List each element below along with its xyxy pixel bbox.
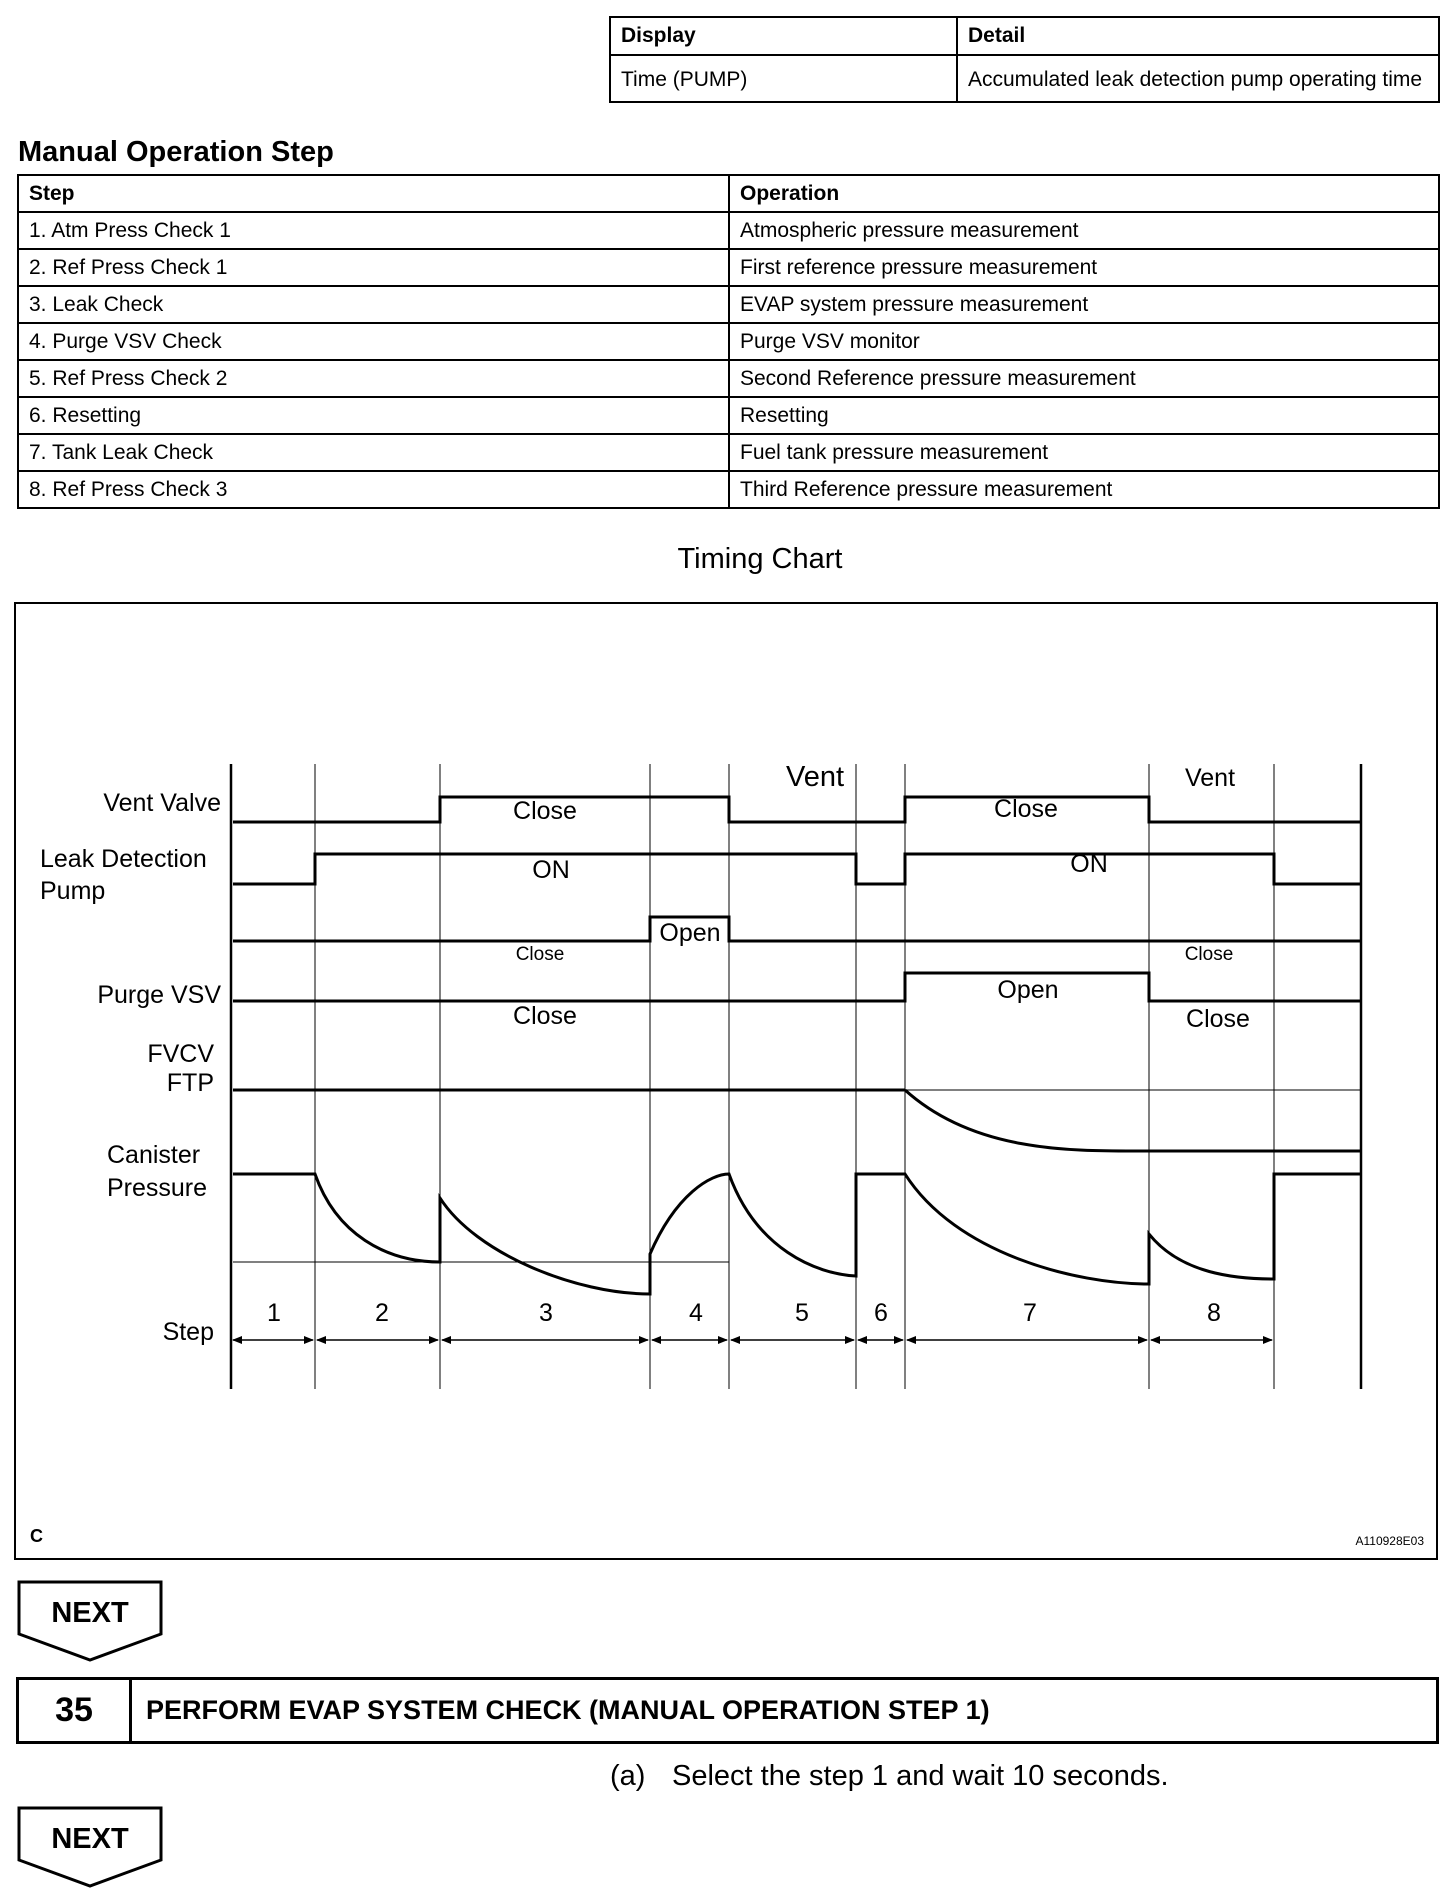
label-pump: Pump <box>40 877 106 905</box>
instruction-text: Select the step 1 and wait 10 seconds. <box>672 1760 1169 1792</box>
table-cell: 8. Ref Press Check 3 <box>18 471 729 508</box>
table-cell: Second Reference pressure measurement <box>729 360 1439 397</box>
table-cell: Resetting <box>729 397 1439 434</box>
column-header-detail: Detail <box>957 17 1439 55</box>
label-step: Step <box>162 1318 214 1346</box>
table-cell: Third Reference pressure measurement <box>729 471 1439 508</box>
step-boundary-lines <box>315 764 1274 1389</box>
annotation-pump-on: ON <box>532 856 570 884</box>
table-cell: Accumulated leak detection pump operating time <box>957 55 1439 102</box>
table-cell: 6. Resetting <box>18 397 729 434</box>
table-row <box>18 212 1439 249</box>
instruction-line <box>610 1760 1169 1793</box>
chart-title: Timing Chart <box>677 543 843 575</box>
vent-valve-signal <box>233 797 1361 822</box>
table-header-row <box>610 17 1439 55</box>
manual-operation-table <box>17 174 1440 509</box>
annotation-purge-open: Open <box>659 919 721 947</box>
step-number: 5 <box>795 1299 809 1327</box>
annotation-fvcv-close: Close <box>513 1002 577 1030</box>
instruction-label: (a) <box>610 1760 646 1792</box>
annotation-vent: Vent <box>785 761 845 793</box>
column-header-step: Step <box>18 175 729 212</box>
table-row <box>18 323 1439 360</box>
table-cell: EVAP system pressure measurement <box>729 286 1439 323</box>
purge-vsv-signal <box>233 917 1361 941</box>
next-button-label: NEXT <box>51 1823 129 1855</box>
corner-letter: C <box>30 1526 43 1546</box>
timing-chart-drawing <box>16 604 1436 1558</box>
next-button[interactable] <box>17 1806 163 1888</box>
table-cell: 4. Purge VSV Check <box>18 323 729 360</box>
table-row <box>18 434 1439 471</box>
table-cell: 1. Atm Press Check 1 <box>18 212 729 249</box>
ftp-signal-decay <box>905 1090 1361 1151</box>
canister-pressure-signal <box>233 1174 1361 1294</box>
pump-signal <box>233 854 1361 884</box>
table-cell: Fuel tank pressure measurement <box>729 434 1439 471</box>
table-cell: 3. Leak Check <box>18 286 729 323</box>
next-button-label: NEXT <box>51 1597 129 1629</box>
label-ftp: FTP <box>166 1069 214 1097</box>
table-cell: 2. Ref Press Check 1 <box>18 249 729 286</box>
timing-chart <box>14 602 1438 1560</box>
table-cell: 5. Ref Press Check 2 <box>18 360 729 397</box>
annotation-vent: Vent <box>1184 764 1236 792</box>
annotation-fvcv-close: Close <box>1186 1005 1250 1033</box>
procedure-step-box <box>16 1677 1439 1744</box>
procedure-number: 35 <box>19 1680 132 1741</box>
annotation-vent-close: Close <box>994 795 1058 823</box>
label-pressure: Pressure <box>107 1174 208 1202</box>
annotation-purge-close: Close <box>1184 944 1234 965</box>
figure-id: A110928E03 <box>1355 1534 1424 1548</box>
table-row <box>18 397 1439 434</box>
label-purge-vsv: Purge VSV <box>97 981 221 1009</box>
section-title: Manual Operation Step <box>18 136 334 168</box>
fvcv-signal <box>233 973 1361 1001</box>
column-header-display: Display <box>610 17 957 55</box>
label-vent-valve: Vent Valve <box>103 789 221 817</box>
label-leak-detection: Leak Detection <box>40 845 207 873</box>
step-number: 3 <box>539 1299 553 1327</box>
table-row <box>610 55 1439 102</box>
procedure-title: PERFORM EVAP SYSTEM CHECK (MANUAL OPERATION STEP 1) <box>146 1695 990 1725</box>
table-row <box>18 249 1439 286</box>
table-cell: Atmospheric pressure measurement <box>729 212 1439 249</box>
step-number: 2 <box>375 1299 389 1327</box>
table-cell: 7. Tank Leak Check <box>18 434 729 471</box>
label-canister: Canister <box>107 1141 201 1169</box>
step-number: 6 <box>874 1299 888 1327</box>
label-fvcv: FVCV <box>147 1040 214 1068</box>
display-table <box>609 16 1440 103</box>
table-cell: Purge VSV monitor <box>729 323 1439 360</box>
table-cell: Time (PUMP) <box>610 55 957 102</box>
annotation-pump-on: ON <box>1070 850 1108 878</box>
table-header-row <box>18 175 1439 212</box>
step-number: 4 <box>689 1299 703 1327</box>
step-number: 8 <box>1207 1299 1221 1327</box>
table-cell: First reference pressure measurement <box>729 249 1439 286</box>
annotation-vent-close: Close <box>513 797 577 825</box>
step-number: 7 <box>1023 1299 1037 1327</box>
column-header-operation: Operation <box>729 175 1439 212</box>
annotation-fvcv-open: Open <box>997 976 1059 1004</box>
step-number: 1 <box>267 1299 281 1327</box>
next-button[interactable] <box>17 1580 163 1662</box>
annotation-purge-close: Close <box>515 944 565 965</box>
table-row <box>18 471 1439 508</box>
table-row <box>18 286 1439 323</box>
table-row <box>18 360 1439 397</box>
